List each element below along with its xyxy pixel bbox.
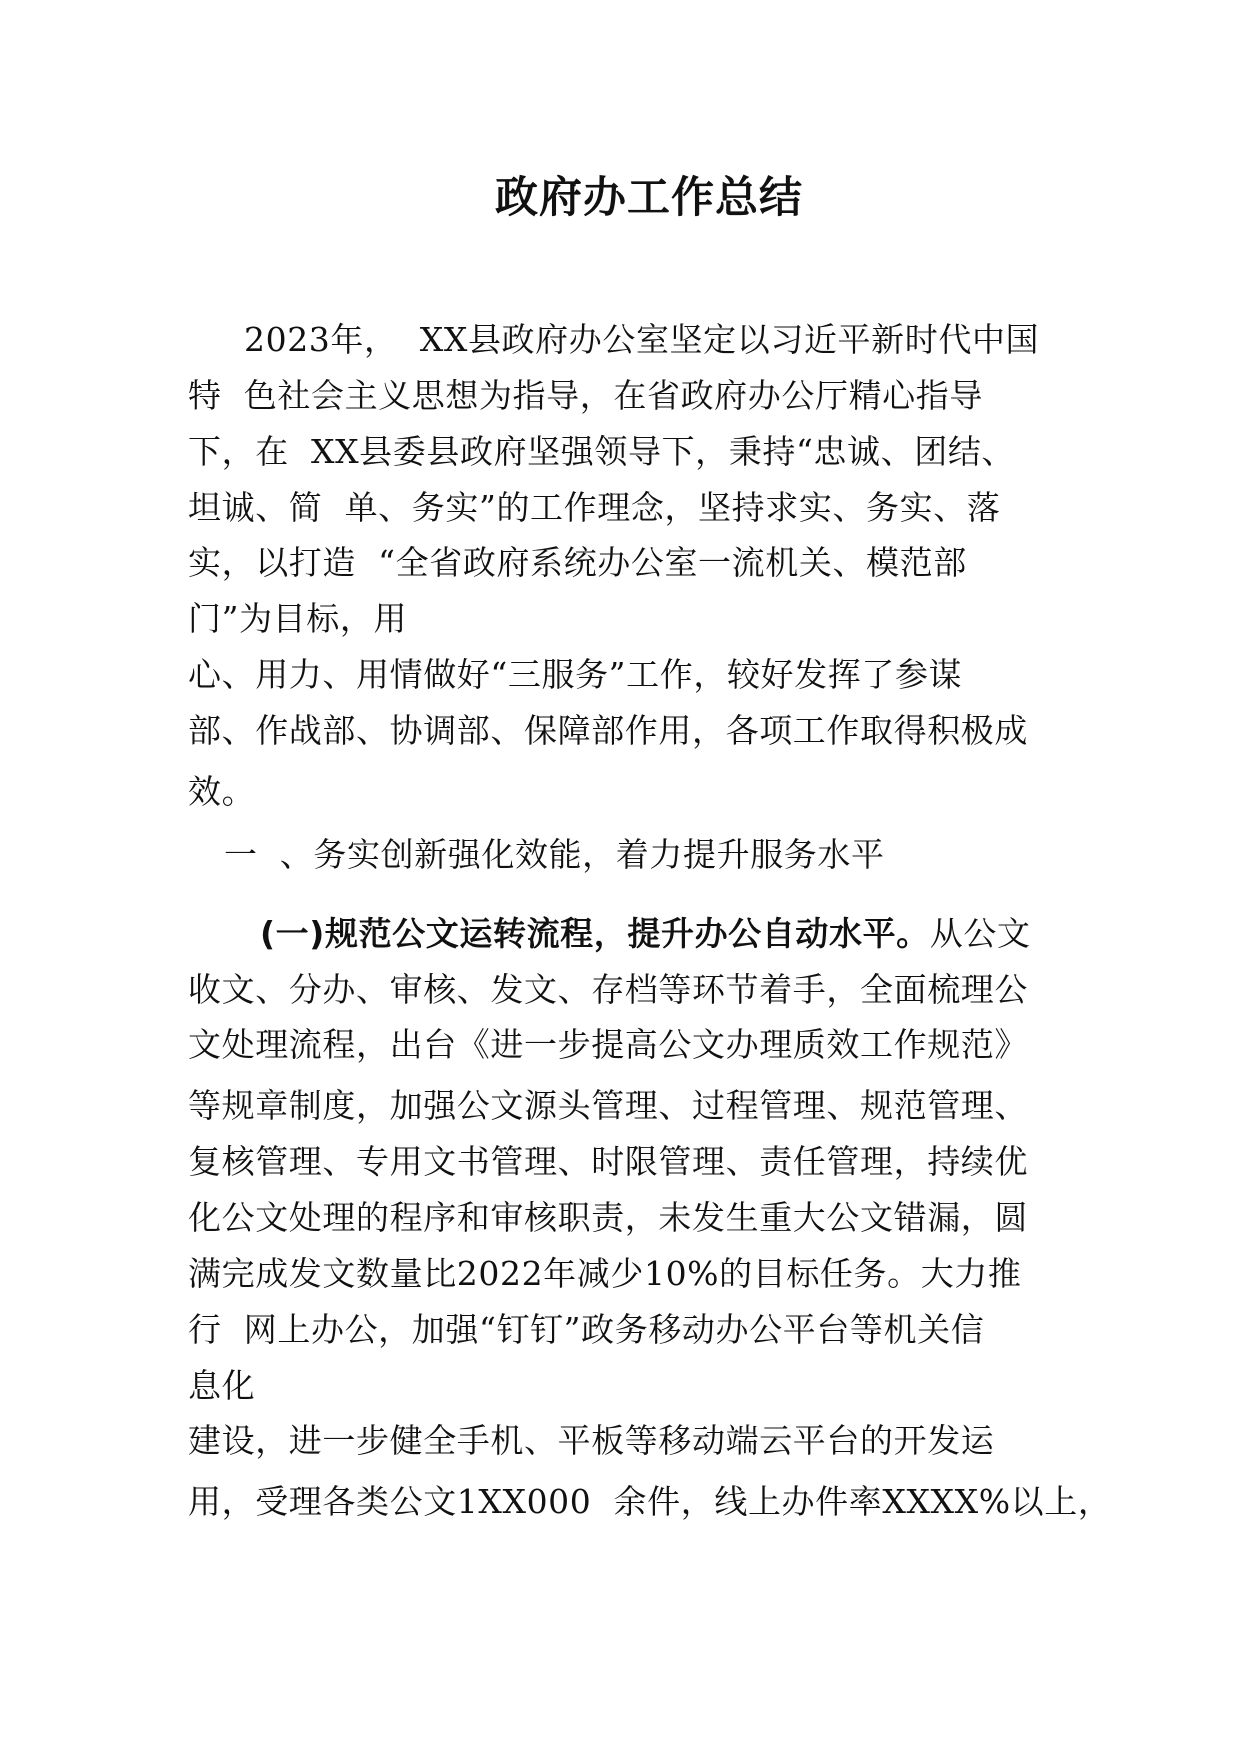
paragraph-line: 特 色社会主义思想为指导，在省政府办公厅精心指导 [188,376,983,415]
paragraph-line: 复核管理、专用文书管理、时限管理、责任管理，持续优 [188,1142,1028,1181]
paragraph-line: 文处理流程，出台《进一步提高公文办理质效工作规范》 [188,1025,1028,1064]
paragraph-line: 行 网上办公，加强“钉钉”政务移动办公平台等机关信 [188,1310,985,1349]
paragraph-line: 坦诚、简 单、务实”的工作理念，坚持求实、务实、落 [188,488,1001,527]
paragraph-line: 等规章制度，加强公文源头管理、过程管理、规范管理、 [188,1086,1028,1125]
paragraph-line: 收文、分办、审核、发文、存档等环节着手，全面梳理公 [188,970,1028,1009]
page-title: 政府办工作总结 [495,173,803,223]
paragraph-line: 化公文处理的程序和审核职责，未发生重大公文错漏，圆 [188,1198,1028,1237]
paragraph-line: 心、用力、用情做好“三服务”工作，较好发挥了参谋 [188,655,963,694]
paragraph-line: 建设，进一步健全手机、平板等移动端云平台的开发运 [188,1421,995,1460]
paragraph-line: 门”为目标，用 [188,599,408,638]
paragraph-line: 部、作战部、协调部、保障部作用，各项工作取得积极成 [188,711,1028,750]
paragraph-line: 实，以打造 “全省政府系统办公室一流机关、模范部 [188,543,967,582]
paragraph-line: 2023年， XX县政府办公室坚定以习近平新时代中国 [244,320,1040,359]
subheading-bold: (一)规范公文运转流程，提升办公自动水平。 [260,914,930,953]
section-heading: 一 、务实创新强化效能，着力提升服务水平 [224,835,885,874]
paragraph-line: 息化 [188,1366,256,1405]
paragraph-line: 效。 [188,772,256,811]
subheading-rest: 从公文 [929,914,1031,953]
paragraph-line: 下，在 XX县委县政府坚强领导下，秉持“忠诚、团结、 [188,432,1016,471]
paragraph-line: 满完成发文数量比2022年减少10%的目标任务。大力推 [188,1254,1022,1293]
paragraph-line: 用，受理各类公文1XX000 余件，线上办件率XXXX%以上， [188,1482,1112,1521]
subheading-line [260,912,1031,956]
